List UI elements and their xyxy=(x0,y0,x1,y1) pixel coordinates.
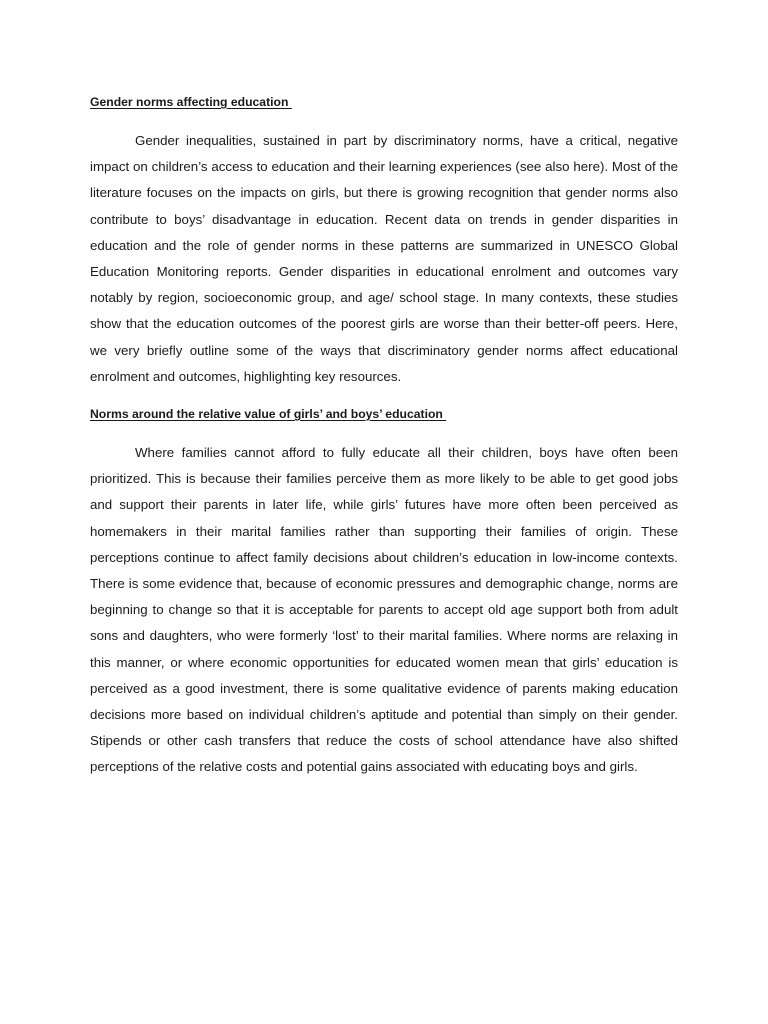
section-paragraph-gender-norms: Gender inequalities, sustained in part by discriminatory norms, have a critical, negative impact on children’s access to education and their learning experiences (see also here). Most of the literature focuses on the impacts on girls, but there is growing recognition that gender norms also contribute to boys’ disadvantage in education. Recent data on trends in gender disparities in education and the role of gender norms in these patterns are summarized in UNESCO Global Education Monitoring reports. Gender disparities in educational enrolment and outcomes vary notably by region, socioeconomic group, and age/ school stage. In many contexts, these studies show that the education outcomes of the poorest girls are worse than their better-off peers. Here, we very briefly outline some of the ways that discriminatory gender norms affect educational enrolment and outcomes, highlighting key resources. xyxy=(90,133,678,384)
document-page xyxy=(90,92,678,781)
section-paragraph-relative-value: Where families cannot afford to fully educate all their children, boys have often been prioritized. This is because their families perceive them as more likely to be able to get good jobs and support their parents in later life, while girls’ futures have more often been perceived as homemakers in their marital families rather than supporting their families of origin. These perceptions continue to affect family decisions about children’s education in low-income contexts. There is some evidence that, because of economic pressures and demographic change, norms are beginning to change so that it is acceptable for parents to accept old age support both from adult sons and daughters, who were formerly ‘lost’ to their marital families. Where norms are relaxing in this manner, or where economic opportunities for educated women mean that girls’ education is perceived as a good investment, there is some qualitative evidence of parents making education decisions more based on individual children’s aptitude and potential than simply on their gender. Stipends or other cash transfers that reduce the costs of school attendance have also shifted perceptions of the relative costs and potential gains associated with educating boys and girls. xyxy=(90,445,678,775)
section-heading-gender-norms: Gender norms affecting education xyxy=(90,95,292,109)
section-heading-relative-value: Norms around the relative value of girls’ and boys’ education xyxy=(90,407,447,422)
